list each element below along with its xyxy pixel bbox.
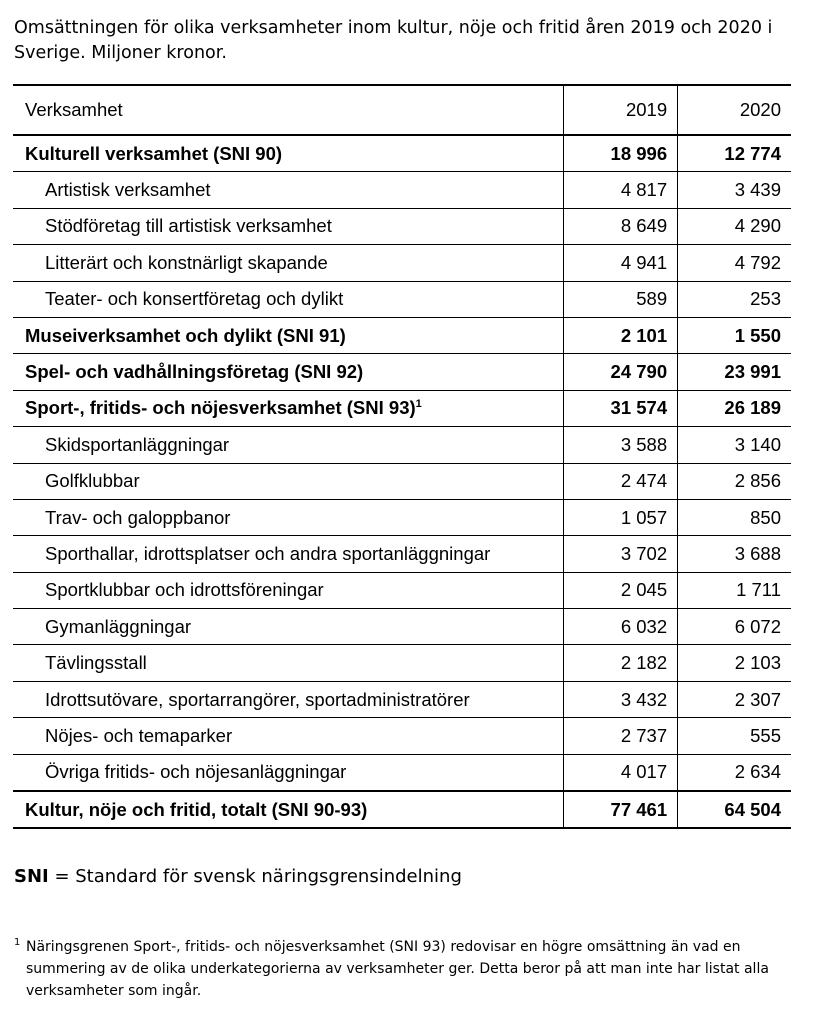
table-row: [13, 718, 791, 754]
row-value-2019: 2 101: [564, 317, 678, 353]
header-2020: 2020: [678, 85, 791, 135]
row-name: [13, 791, 564, 828]
row-name-text: Stödföretag till artistisk verksamhet: [45, 215, 332, 237]
row-value-2020: 23 991: [678, 354, 791, 390]
table-row: [13, 681, 791, 717]
header-2019: 2019: [564, 85, 678, 135]
sni-abbr: SNI: [14, 866, 49, 887]
row-value-2020: 1 711: [678, 572, 791, 608]
row-name: [13, 208, 564, 244]
table-header-row: [13, 85, 791, 135]
row-value-2019: 2 474: [564, 463, 678, 499]
row-name: [13, 172, 564, 208]
row-name: [13, 354, 564, 390]
row-value-2019: 2 737: [564, 718, 678, 754]
row-value-2020: 2 856: [678, 463, 791, 499]
row-value-2019: 24 790: [564, 354, 678, 390]
row-value-2020: 3 140: [678, 427, 791, 463]
row-name-text: Tävlingsstall: [45, 652, 147, 674]
row-value-2020: 3 439: [678, 172, 791, 208]
row-value-2019: 31 574: [564, 390, 678, 426]
row-name-text: Sportklubbar och idrottsföreningar: [45, 579, 324, 601]
row-name-text: Artistisk verksamhet: [45, 179, 211, 201]
sni-note: [14, 866, 462, 887]
table-row: [13, 754, 791, 791]
table-row: [13, 791, 791, 828]
header-verksamhet: Verksamhet: [13, 85, 564, 135]
row-name-text: Idrottsutövare, sportarrangörer, sportadministratörer: [45, 688, 470, 710]
row-name: [13, 572, 564, 608]
row-name-text: Sporthallar, idrottsplatser och andra sportanläggningar: [45, 542, 491, 564]
row-value-2020: 253: [678, 281, 791, 317]
table-row: [13, 135, 791, 172]
row-name-text: Spel- och vadhållningsföretag (SNI 92): [25, 361, 364, 383]
row-value-2019: 6 032: [564, 609, 678, 645]
row-name-text: Teater- och konsertföretag och dylikt: [45, 288, 344, 310]
row-value-2019: 3 432: [564, 681, 678, 717]
row-name: [13, 754, 564, 791]
row-value-2019: 3 702: [564, 536, 678, 572]
row-value-2019: 589: [564, 281, 678, 317]
revenue-table: [13, 84, 791, 829]
row-value-2020: 2 103: [678, 645, 791, 681]
row-value-2020: 26 189: [678, 390, 791, 426]
row-value-2019: 77 461: [564, 791, 678, 828]
row-name-text: Övriga fritids- och nöjesanläggningar: [45, 761, 347, 783]
row-name: [13, 245, 564, 281]
row-name: [13, 463, 564, 499]
row-name: [13, 427, 564, 463]
row-value-2019: 18 996: [564, 135, 678, 172]
row-name-text: Litterärt och konstnärligt skapande: [45, 251, 328, 273]
row-value-2020: 555: [678, 718, 791, 754]
footnote: [14, 936, 794, 1002]
row-name-text: Kulturell verksamhet (SNI 90): [25, 142, 283, 164]
sni-text: = Standard för svensk näringsgrensindelning: [48, 866, 462, 887]
row-value-2019: 1 057: [564, 499, 678, 535]
row-value-2019: 3 588: [564, 427, 678, 463]
row-name: [13, 390, 564, 426]
footnote-marker: 1: [415, 398, 422, 411]
row-value-2020: 850: [678, 499, 791, 535]
row-name-text: Skidsportanläggningar: [45, 433, 230, 455]
row-value-2019: 4 941: [564, 245, 678, 281]
row-name-text: Sport-, fritids- och nöjesverksamhet (SNI 93): [25, 397, 416, 419]
row-name: [13, 499, 564, 535]
table-title: Omsättningen för olika verksamheter inom kultur, nöje och fritid åren 2019 och 2020 i Sverige. Miljoner kronor.: [14, 18, 773, 63]
row-name: [13, 135, 564, 172]
row-name: [13, 281, 564, 317]
table-body: [13, 135, 791, 828]
footnote-text: Näringsgrenen Sport-, fritids- och nöjesverksamhet (SNI 93) redovisar en högre omsättning än vad en summering av de olika underkategorierna av verksamheter ger. Detta beror på att man inte har listat alla verksamheter som ingår.: [26, 939, 769, 999]
table-row: [13, 281, 791, 317]
row-name: [13, 718, 564, 754]
row-name-text: Trav- och galoppbanor: [45, 506, 231, 528]
row-value-2019: 4 817: [564, 172, 678, 208]
row-value-2020: 4 792: [678, 245, 791, 281]
table-row: [13, 354, 791, 390]
table-row: [13, 536, 791, 572]
row-value-2020: 2 307: [678, 681, 791, 717]
row-value-2019: 2 182: [564, 645, 678, 681]
row-name-text: Nöjes- och temaparker: [45, 724, 233, 746]
row-value-2020: 6 072: [678, 609, 791, 645]
row-name-text: Gymanläggningar: [45, 615, 192, 637]
row-value-2020: 64 504: [678, 791, 791, 828]
row-name: [13, 645, 564, 681]
row-name: [13, 609, 564, 645]
row-name-text: Museiverksamhet och dylikt (SNI 91): [25, 324, 346, 346]
table-row: [13, 463, 791, 499]
row-name: [13, 317, 564, 353]
row-value-2020: 1 550: [678, 317, 791, 353]
table-row: [13, 390, 791, 426]
row-name-text: Golfklubbar: [45, 470, 140, 492]
row-value-2019: 4 017: [564, 754, 678, 791]
row-value-2020: 3 688: [678, 536, 791, 572]
table-row: [13, 572, 791, 608]
table-row: [13, 208, 791, 244]
table-row: [13, 645, 791, 681]
table-row: [13, 427, 791, 463]
row-name: [13, 536, 564, 572]
table-row: [13, 172, 791, 208]
table-row: [13, 499, 791, 535]
row-value-2020: 12 774: [678, 135, 791, 172]
row-value-2020: 4 290: [678, 208, 791, 244]
row-value-2019: 8 649: [564, 208, 678, 244]
table-row: [13, 245, 791, 281]
row-value-2019: 2 045: [564, 572, 678, 608]
row-name-text: Kultur, nöje och fritid, totalt (SNI 90-93): [25, 798, 368, 820]
table-row: [13, 609, 791, 645]
row-value-2020: 2 634: [678, 754, 791, 791]
footnote-number: 1: [14, 937, 21, 948]
table-row: [13, 317, 791, 353]
row-name: [13, 681, 564, 717]
